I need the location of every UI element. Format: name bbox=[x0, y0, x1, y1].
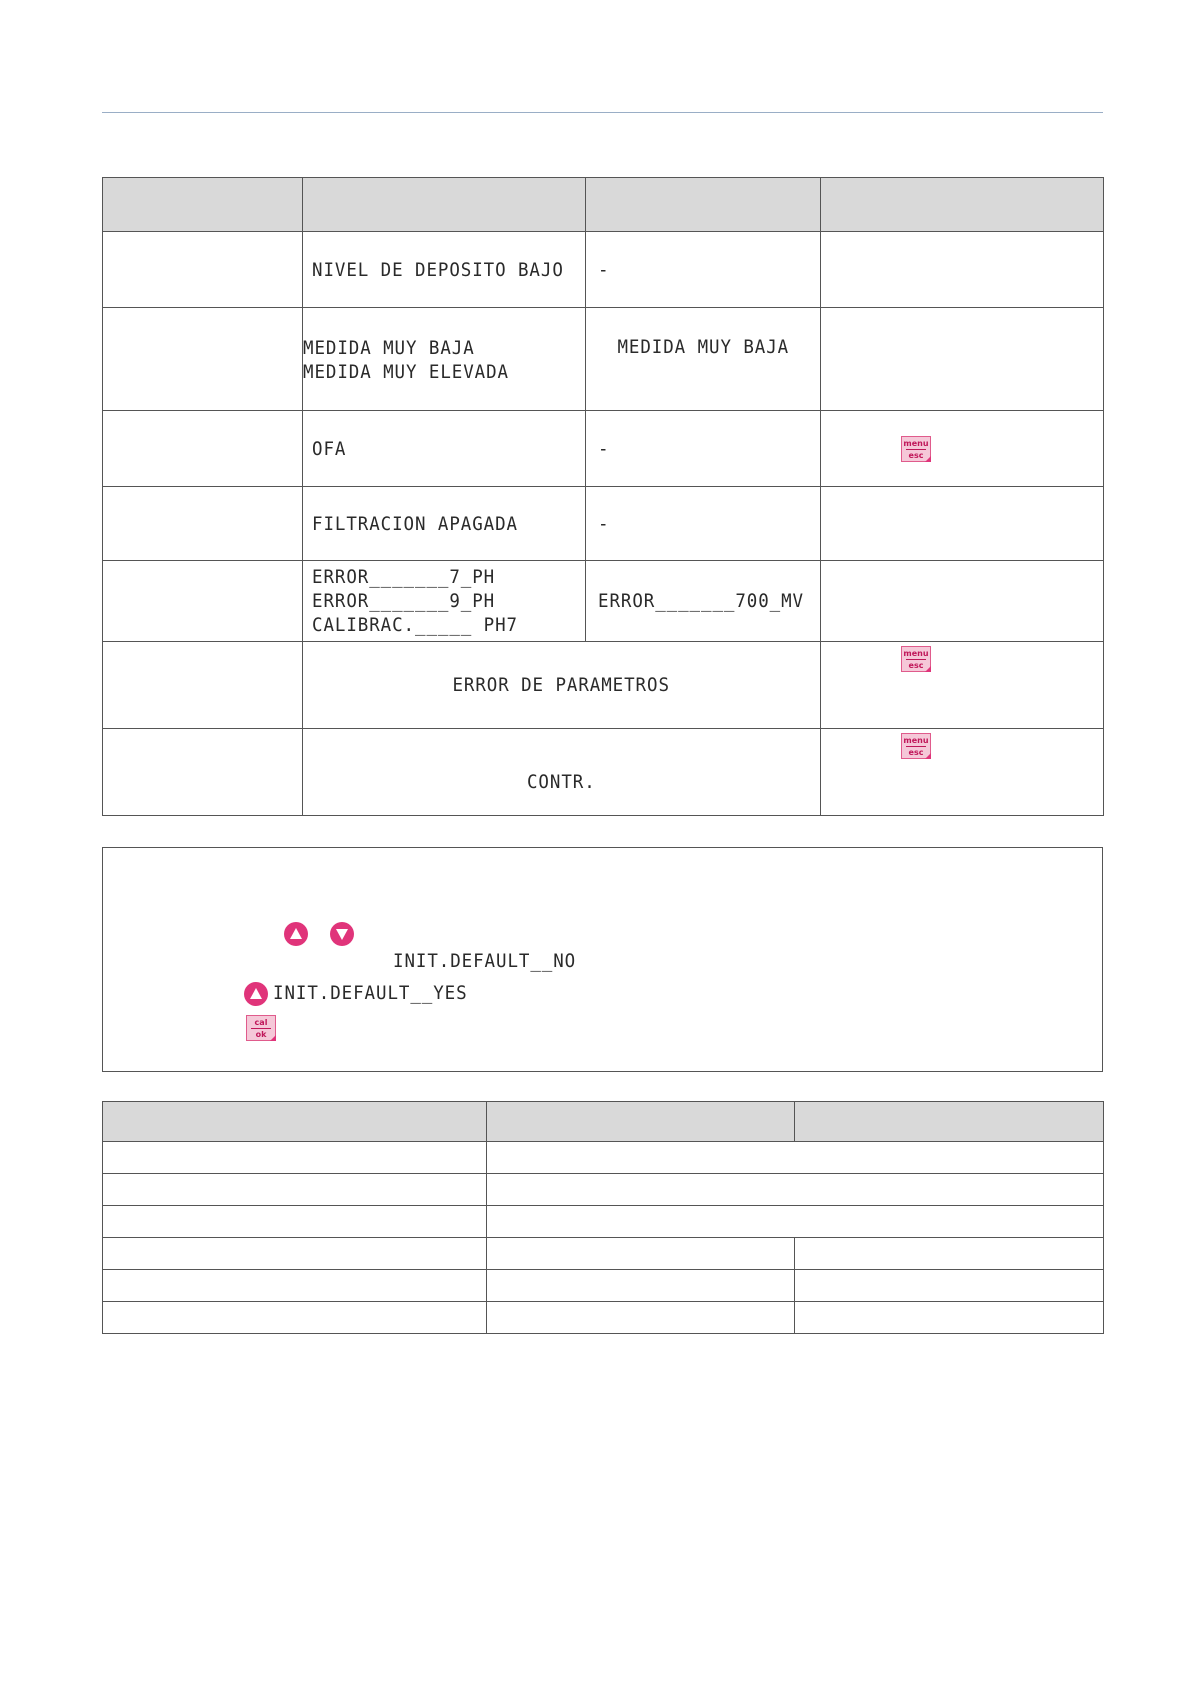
lcd-message: MEDIDA MUY ELEVADA bbox=[303, 361, 509, 383]
table-row bbox=[103, 729, 1104, 816]
lcd-message: - bbox=[598, 258, 610, 281]
table-row bbox=[103, 1206, 1104, 1238]
arrow-up-icon bbox=[284, 922, 308, 946]
header-rule bbox=[102, 112, 1103, 113]
header-cell bbox=[103, 178, 303, 232]
header-cell bbox=[103, 1102, 487, 1142]
settings-table bbox=[102, 1101, 1104, 1334]
table-row bbox=[103, 1142, 1104, 1174]
table-row bbox=[103, 232, 1104, 308]
init-default-yes-text: INIT.DEFAULT__YES bbox=[273, 982, 468, 1004]
table-row bbox=[103, 411, 1104, 487]
lcd-message: ERROR DE PARAMETROS bbox=[452, 674, 671, 696]
header-cell bbox=[795, 1102, 1104, 1142]
alarm-table-header bbox=[103, 178, 1104, 232]
table-row bbox=[103, 1174, 1104, 1206]
cal-ok-key-icon: cal ok bbox=[246, 1015, 276, 1041]
lcd-message: ERROR_______7_PH bbox=[312, 566, 496, 588]
header-cell bbox=[821, 178, 1104, 232]
menu-esc-key-icon: menu esc bbox=[901, 436, 931, 462]
lcd-message: MEDIDA MUY BAJA bbox=[617, 336, 789, 358]
lcd-message: ERROR_______9_PH bbox=[312, 590, 496, 612]
menu-esc-key-icon: menu esc bbox=[901, 733, 931, 759]
init-default-no-text: INIT.DEFAULT__NO bbox=[393, 950, 577, 972]
table-row bbox=[103, 308, 1104, 411]
table-row bbox=[103, 1302, 1104, 1334]
header-cell bbox=[586, 178, 821, 232]
table-row bbox=[103, 1238, 1104, 1270]
lcd-message: MEDIDA MUY BAJA bbox=[303, 337, 475, 359]
arrow-up-icon bbox=[244, 982, 268, 1006]
lcd-message: NIVEL DE DEPOSITO BAJO bbox=[312, 258, 564, 281]
lcd-message: CONTR. bbox=[527, 771, 596, 793]
lcd-message: ERROR_______700_MV bbox=[598, 590, 804, 612]
lcd-message: FILTRACION APAGADA bbox=[312, 512, 518, 535]
factory-reset-panel bbox=[102, 847, 1103, 1072]
menu-esc-key-icon: menu esc bbox=[901, 646, 931, 672]
lcd-message: - bbox=[598, 437, 610, 460]
table-row bbox=[103, 561, 1104, 642]
header-cell bbox=[303, 178, 586, 232]
settings-table-header bbox=[103, 1102, 1104, 1142]
lcd-message: CALIBRAC._____ PH7 bbox=[312, 614, 518, 636]
arrow-down-icon bbox=[330, 922, 354, 946]
table-row bbox=[103, 1270, 1104, 1302]
lcd-message: - bbox=[598, 512, 610, 535]
lcd-message: OFA bbox=[312, 437, 347, 460]
alarm-table bbox=[102, 177, 1104, 816]
table-row bbox=[103, 642, 1104, 729]
header-cell bbox=[487, 1102, 795, 1142]
table-row bbox=[103, 487, 1104, 561]
